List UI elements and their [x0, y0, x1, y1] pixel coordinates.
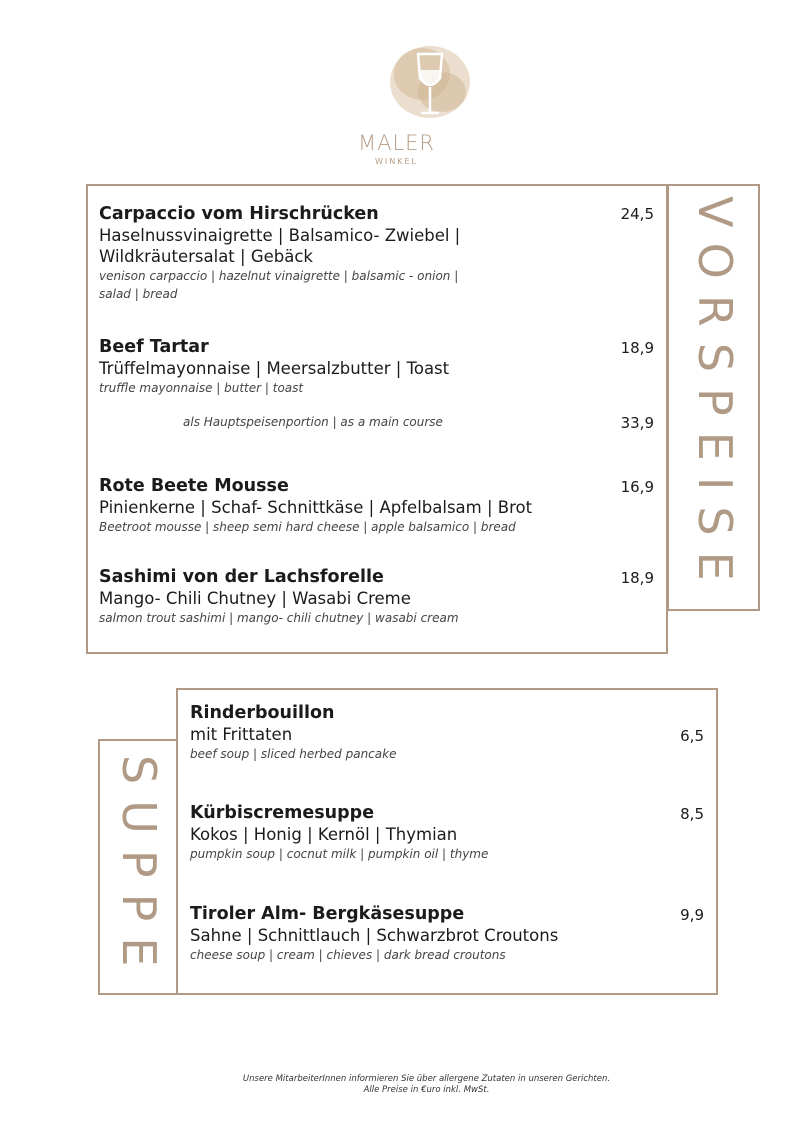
item-title: Sashimi von der Lachsforelle	[99, 567, 384, 587]
menu-item-rinderbouillon	[190, 702, 396, 763]
main-course-note: als Hauptspeisenportion | as a main course	[183, 415, 443, 429]
item-title: Kürbiscremesuppe	[190, 803, 375, 823]
suppe-heading: SUPPE	[112, 755, 166, 983]
item-desc: Trüffelmayonnaise | Meersalzbutter | Toast	[99, 359, 450, 378]
item-translation: salmon trout sashimi | mango- chili chutney | wasabi cream	[99, 611, 459, 625]
vorspeise-heading: VORSPEISE	[688, 196, 742, 597]
menu-item-rote-beete	[99, 475, 532, 536]
menu-item-sashimi	[99, 566, 459, 627]
menu-item-carpaccio	[99, 203, 460, 303]
item-desc: mit Frittaten	[190, 725, 293, 744]
item-desc: Sahne | Schnittlauch | Schwarzbrot Croutons	[190, 926, 559, 945]
item-price: 16,9	[620, 478, 654, 496]
item-translation: venison carpaccio | hazelnut vinaigrette | balsamic - onion |	[99, 269, 459, 283]
item-price: 18,9	[620, 339, 654, 357]
allergen-note: Unsere MitarbeiterInnen informieren Sie über allergene Zutaten in unseren Gerichten.	[242, 1074, 611, 1084]
item-desc: Mango- Chili Chutney | Wasabi Creme	[99, 589, 411, 608]
brand-name: MALER	[357, 131, 436, 155]
footer	[0, 1074, 793, 1096]
item-price: 18,9	[620, 569, 654, 587]
item-desc: Kokos | Honig | Kernöl | Thymian	[190, 825, 458, 844]
menu-item-kuerbiscremesuppe	[190, 802, 488, 863]
brand-sub: WINKEL	[374, 157, 418, 166]
item-desc: Haselnussvinaigrette | Balsamico- Zwiebel |	[99, 226, 461, 245]
item-price: 24,5	[620, 205, 654, 223]
menu-item-beef-tartar	[99, 336, 449, 397]
item-translation: salad | bread	[99, 287, 178, 301]
item-price: 9,9	[680, 906, 704, 924]
wine-glass-icon	[380, 40, 480, 130]
item-translation: beef soup | sliced herbed pancake	[190, 747, 397, 761]
item-desc: Pinienkerne | Schaf- Schnittkäse | Apfelbalsam | Brot	[99, 498, 533, 517]
item-translation: Beetroot mousse | sheep semi hard cheese | apple balsamico | bread	[99, 520, 516, 534]
item-desc: Wildkräutersalat | Gebäck	[99, 247, 313, 266]
item-price: 6,5	[680, 727, 704, 745]
item-title: Carpaccio vom Hirschrücken	[99, 204, 379, 224]
item-translation: truffle mayonnaise | butter | toast	[99, 381, 304, 395]
item-price: 8,5	[680, 805, 704, 823]
menu-item-bergkaesesuppe	[190, 903, 558, 964]
item-title: Rinderbouillon	[190, 703, 335, 723]
item-title: Tiroler Alm- Bergkäsesuppe	[190, 904, 465, 924]
item-translation: pumpkin soup | cocnut milk | pumpkin oil | thyme	[190, 847, 489, 861]
item-title: Rote Beete Mousse	[99, 476, 289, 496]
item-title: Beef Tartar	[99, 337, 209, 357]
main-course-price: 33,9	[620, 414, 654, 432]
price-note: Alle Preise in €uro inkl. MwSt.	[363, 1085, 490, 1095]
item-translation: cheese soup | cream | chieves | dark bread croutons	[190, 948, 506, 962]
